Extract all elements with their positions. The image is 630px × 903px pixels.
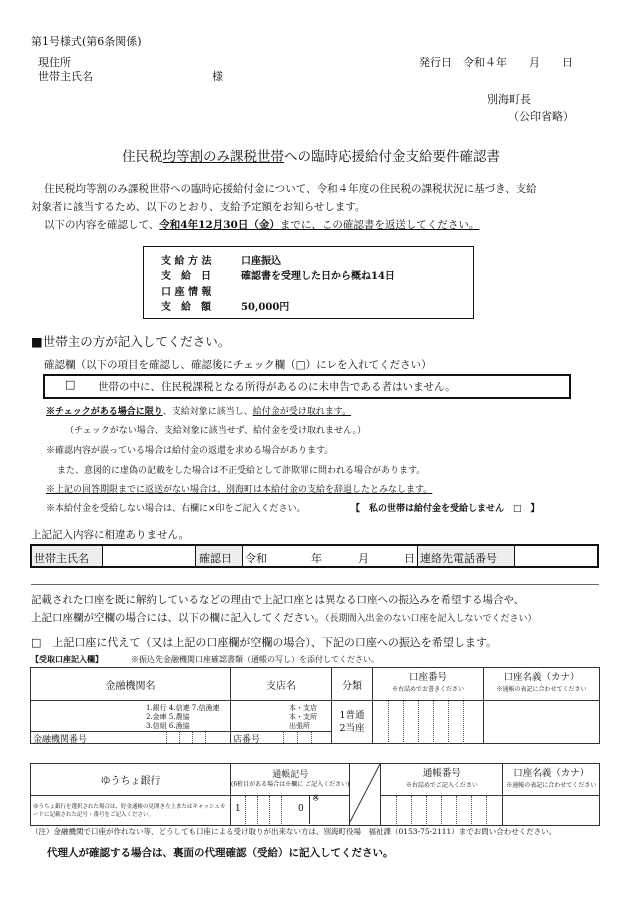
note-4: また、意図的に虚偽の記載をした場合は不正受給として詐欺罪に問われる場合があります。 [57,466,426,476]
symbol-digit-0: 0 [298,804,304,815]
intro-line-2: 対象者に該当するため、以下のとおり、支給予定額をお知らせします。 [31,201,366,213]
yucho-number-header: 通帳番号 ※右詰めでご記入ください [381,764,503,796]
yucho-name-cell: ゆうちょ銀行 [31,764,231,796]
refuse-checkbox[interactable]: 【 私の世帯は給付金を受給しません □ 】 [351,504,540,514]
intro-line-1: 住民税均等割のみ課税世帯への臨時応援給付金について、令和４年度の住民税の課税状況に基づき、支給 [44,183,537,195]
branch-types: 本・支店 本・支所 出張所 [289,704,317,730]
page-title [122,145,500,165]
confirm-statement: 世帯の中に、住民税課税となる所得があるのに未申告である者はいません。 [98,381,456,393]
receive-label: 【受取口座記入欄】 [31,654,103,664]
bank-table [30,667,600,744]
alt-account-option[interactable]: □ 上記口座に代えて（又は上記の口座欄が空欄の場合）、下記の口座への振込を希望します。 [31,636,498,649]
branch-code-label: 店番号 [233,735,261,745]
yucho-symbol-header: 通帳記号 (6桁目がある場合は※欄に ご記入ください) [231,764,350,796]
section2-line-2a: 上記口座欄が空欄の場合には、以下の欄に記入してください。 [31,612,325,624]
bank-code-digit[interactable] [166,732,180,743]
slash-divider [350,764,380,822]
phone-field[interactable] [515,546,597,566]
branch-header: 支店名 [231,668,332,701]
yucho-holder-cell[interactable] [503,796,600,826]
day-label: 日 [404,552,415,565]
note-1b: 、支給対象に該当し、 [162,407,253,417]
symbol-digit-1: 1 [235,804,241,815]
bank-name-cell[interactable] [31,701,231,744]
section2-line-2 [31,610,537,625]
type-cell[interactable]: 1普通 2当座 [332,701,373,744]
mayor-label: 別海町長 [487,93,531,106]
bank-code-digit[interactable] [205,732,219,743]
yucho-note: ゆうちょ銀行を選択された場合は、貯金通帳の見開き左上またはキャッシュカードに記載された記号・番号をご記入ください。 [31,796,231,826]
note-1 [46,404,351,417]
signature-intro: 上記記入内容に相違ありません。 [31,529,190,541]
payment-amount-label: 支 給 額 [161,302,211,313]
deadline: 令和4年12月30日（金） [159,219,280,231]
number-digit[interactable] [456,796,472,824]
note-1c: 給付金が受け取れます。 [252,407,352,417]
payment-method-label: 支 給 方 法 [161,256,212,267]
note-2: （チェックがない場合、支給対象に該当せず、給付金を受け取れません。） [65,426,367,436]
era-label: 令和 [245,552,267,565]
number-digit[interactable] [411,796,427,824]
account-number-cell[interactable] [373,701,484,744]
section1-heading: ■世帯主の方が記入してください。 [31,334,231,349]
note-3: ※確認内容が誤っている場合は給付金の返還を求める場合があります。 [46,446,334,456]
receive-note: ※振込先金融機関口座確認書類（通帳の写し）を添付してください。 [131,655,379,664]
sama-label: 様 [212,70,223,83]
holder-header: 口座名義（カナ） ※通帳の表記に合わせてください [484,668,600,701]
confirm-checkbox[interactable]: □ [65,378,76,391]
intro-line-3 [44,217,479,232]
signature-date-label: 確認日 [199,552,232,565]
title-part-1: 住民税 [122,149,163,165]
yucho-table [30,763,600,826]
bank-code-digit[interactable] [192,732,206,743]
yucho-symbol-cell[interactable] [231,796,350,826]
bank-code-digit[interactable] [179,732,193,743]
payment-date-value: 確認書を受理した日から概ね14日 [241,271,395,282]
number-digit[interactable] [441,796,457,824]
note-6: ※本給付金を受給しない場合は、右欄に×印をご記入ください。 [46,504,306,514]
agent-note: 代理人が確認する場合は、裏面の代理確認（受給）に記入してください。 [47,847,394,859]
bank-code-label: 金融機関番号 [33,735,88,745]
title-part-2: 均等割のみ課税世帯 [162,149,284,165]
confirm-intro: 確認欄（以下の項目を確認し、確認後にチェック欄（□）にレを入れてください） [44,359,432,371]
account-digit[interactable] [418,701,434,744]
bank-name-header: 金融機関名 [31,668,231,701]
intro-line-3a: 以下の内容を確認して、 [44,219,160,231]
star-mark: ※ [312,794,320,805]
section2-line-2b: （長期間入出金のない口座を記入しないでください） [325,614,537,624]
phone-label: 連絡先電話番号 [420,552,497,565]
yucho-holder-header: 口座名義（カナ） ※通帳の表記に合わせてください [503,764,600,796]
account-digit[interactable] [463,701,479,744]
number-digit[interactable] [396,796,412,824]
divider [31,584,599,585]
signature-name-label: 世帯主氏名 [34,552,89,565]
seal-omitted: （公印省略） [508,110,574,123]
title-part-3: への臨時応援給付金支給要件確認書 [284,149,500,165]
account-number-header: 口座番号 ※右詰めでお書きください [373,668,484,701]
signature-name-field[interactable] [104,546,194,566]
address-label: 現住所 [38,56,71,69]
form-number: 第1号様式(第6条関係) [31,35,142,48]
symbol-digit[interactable] [281,796,294,824]
year-label: 年 [311,552,322,565]
account-digit[interactable] [433,701,449,744]
number-digit[interactable] [426,796,442,824]
branch-code-digit[interactable] [311,732,326,743]
branch-cell[interactable] [231,701,332,744]
account-digit[interactable] [388,701,404,744]
issue-date: 発行日 令和４年 月 日 [419,56,573,69]
payment-method-value: 口座振込 [241,256,281,267]
householder-name-label: 世帯主氏名 [38,70,93,83]
branch-code-digit[interactable] [297,732,312,743]
payment-date-label: 支 給 日 [161,271,211,282]
section2-line-1: 記載された口座を既に解約しているなどの理由で上記口座とは異なる口座への振込みを希望する場合や、 [31,594,525,606]
account-digit[interactable] [403,701,419,744]
note-1a: ※チェックがある場合に限り [46,407,163,417]
account-digit[interactable] [448,701,464,744]
holder-name-cell[interactable] [484,701,600,744]
yucho-number-cell[interactable] [381,796,503,826]
bank-types: 1.銀行 4.信連 7.信漁連 2.金庫 5.農協 3.信組 6.漁協 [146,704,220,730]
payment-amount-value: 50,000円 [241,302,290,313]
intro-line-3c: までに、この確認書を返送してください。 [279,219,480,231]
number-digit[interactable] [471,796,487,824]
account-info-label: 口 座 情 報 [161,287,212,298]
branch-code-digit[interactable] [283,732,298,743]
note-5: ※上記の回答期限までに返送がない場合は、別海町は本給付金の支給を辞退したとみなします。 [46,485,433,495]
type-header: 分類 [332,668,373,701]
month-label: 月 [358,552,369,565]
footer-note: （注）金融機関で口座が作れない等、どうしても口座による受け取りが出来ない方は、別海町役場 福祉課（0153-75-2111）までお問い合わせください。 [31,827,557,836]
yucho-slash-cell [350,764,381,826]
number-digit[interactable] [486,796,502,824]
